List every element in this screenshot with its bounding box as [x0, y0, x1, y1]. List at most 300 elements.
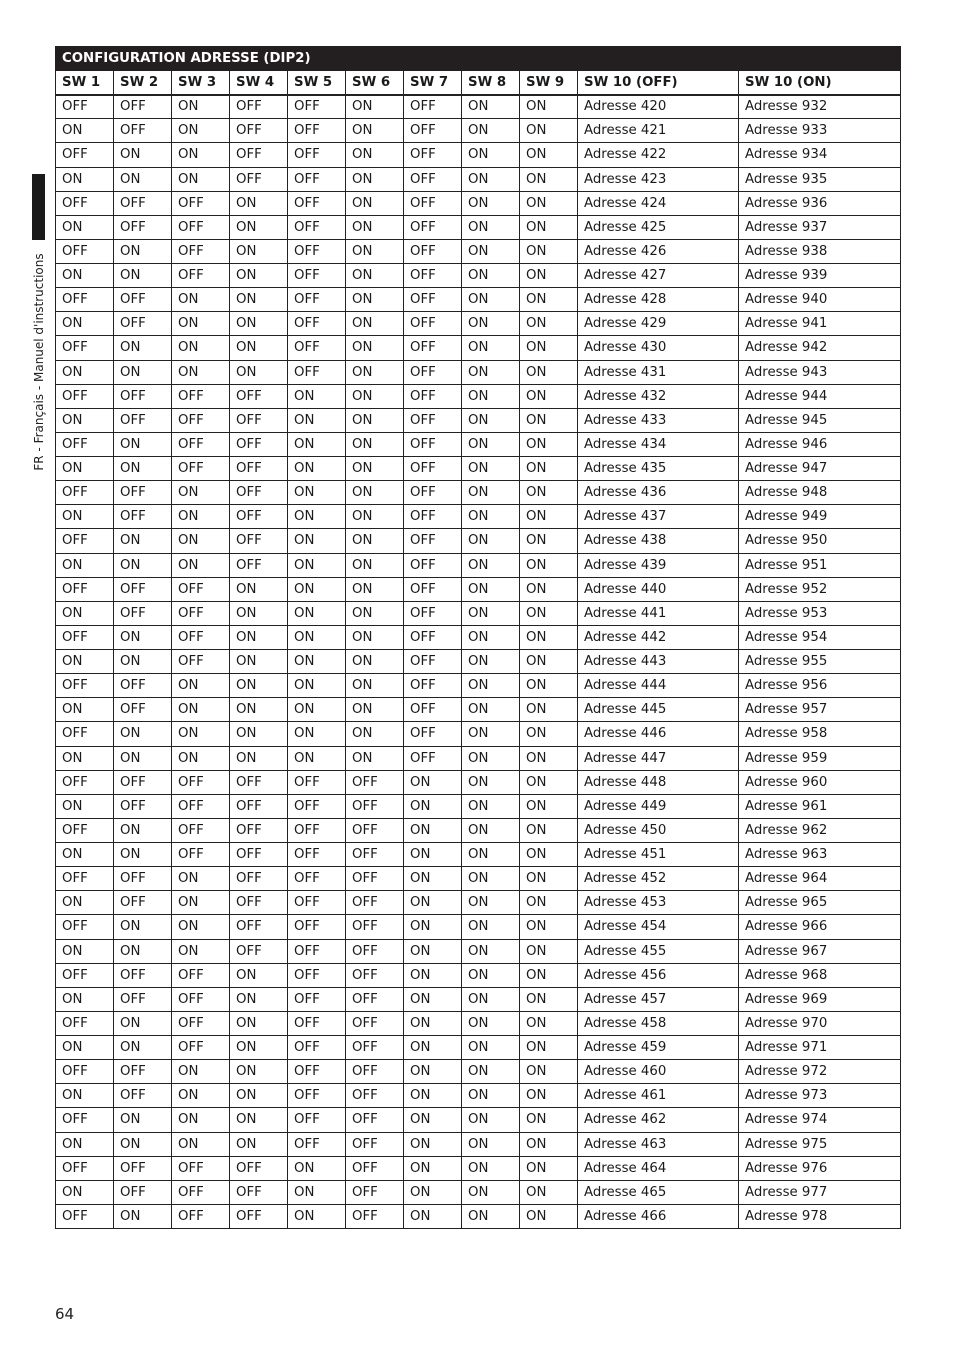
address-cell: Adresse 444 — [578, 674, 739, 698]
switch-state-cell: ON — [230, 625, 288, 649]
switch-state-cell: ON — [288, 457, 346, 481]
switch-state-cell: ON — [462, 818, 520, 842]
address-cell: Adresse 443 — [578, 650, 739, 674]
address-cell: Adresse 947 — [739, 457, 901, 481]
switch-state-cell: ON — [172, 481, 230, 505]
column-header: SW 6 — [346, 71, 404, 95]
switch-state-cell: ON — [520, 1060, 578, 1084]
switch-state-cell: ON — [520, 818, 578, 842]
table-row — [56, 481, 901, 505]
switch-state-cell: ON — [172, 143, 230, 167]
switch-state-cell: ON — [114, 650, 172, 674]
switch-state-cell: ON — [172, 529, 230, 553]
switch-state-cell: ON — [462, 312, 520, 336]
switch-state-cell: OFF — [114, 577, 172, 601]
address-cell: Adresse 461 — [578, 1084, 739, 1108]
switch-state-cell: ON — [404, 915, 462, 939]
switch-state-cell: ON — [114, 360, 172, 384]
switch-state-cell: OFF — [288, 288, 346, 312]
switch-state-cell: ON — [462, 867, 520, 891]
switch-state-cell: OFF — [56, 1011, 114, 1035]
switch-state-cell: OFF — [230, 867, 288, 891]
address-cell: Adresse 944 — [739, 384, 901, 408]
switch-state-cell: OFF — [114, 215, 172, 239]
switch-state-cell: ON — [462, 577, 520, 601]
switch-state-cell: OFF — [172, 963, 230, 987]
switch-state-cell: OFF — [56, 625, 114, 649]
switch-state-cell: ON — [462, 384, 520, 408]
switch-state-cell: ON — [172, 360, 230, 384]
switch-state-cell: ON — [230, 601, 288, 625]
switch-state-cell: OFF — [404, 432, 462, 456]
switch-state-cell: ON — [56, 746, 114, 770]
switch-state-cell: ON — [520, 95, 578, 119]
address-cell: Adresse 432 — [578, 384, 739, 408]
switch-state-cell: OFF — [288, 843, 346, 867]
switch-state-cell: ON — [462, 770, 520, 794]
switch-state-cell: ON — [346, 143, 404, 167]
address-cell: Adresse 428 — [578, 288, 739, 312]
switch-state-cell: OFF — [230, 939, 288, 963]
switch-state-cell: ON — [346, 481, 404, 505]
switch-state-cell: ON — [346, 191, 404, 215]
switch-state-cell: OFF — [172, 601, 230, 625]
address-cell: Adresse 971 — [739, 1036, 901, 1060]
table-row — [56, 1156, 901, 1180]
address-cell: Adresse 449 — [578, 794, 739, 818]
switch-state-cell: OFF — [172, 408, 230, 432]
switch-state-cell: ON — [230, 336, 288, 360]
switch-state-cell: ON — [520, 939, 578, 963]
address-cell: Adresse 939 — [739, 264, 901, 288]
switch-state-cell: OFF — [404, 288, 462, 312]
switch-state-cell: ON — [114, 625, 172, 649]
switch-state-cell: OFF — [404, 577, 462, 601]
switch-state-cell: OFF — [230, 1204, 288, 1228]
switch-state-cell: OFF — [114, 1180, 172, 1204]
switch-state-cell: ON — [346, 95, 404, 119]
table-row — [56, 1060, 901, 1084]
switch-state-cell: ON — [520, 625, 578, 649]
switch-state-cell: ON — [520, 191, 578, 215]
switch-state-cell: ON — [404, 963, 462, 987]
switch-state-cell: OFF — [346, 939, 404, 963]
address-cell: Adresse 440 — [578, 577, 739, 601]
switch-state-cell: OFF — [56, 915, 114, 939]
switch-state-cell: ON — [230, 722, 288, 746]
address-cell: Adresse 431 — [578, 360, 739, 384]
switch-state-cell: ON — [56, 1132, 114, 1156]
address-cell: Adresse 948 — [739, 481, 901, 505]
switch-state-cell: ON — [172, 1132, 230, 1156]
switch-state-cell: OFF — [230, 119, 288, 143]
switch-state-cell: ON — [520, 215, 578, 239]
switch-state-cell: ON — [520, 239, 578, 263]
address-cell: Adresse 962 — [739, 818, 901, 842]
switch-state-cell: ON — [462, 191, 520, 215]
switch-state-cell: ON — [230, 1036, 288, 1060]
switch-state-cell: ON — [230, 698, 288, 722]
switch-state-cell: ON — [404, 1180, 462, 1204]
switch-state-cell: ON — [114, 1108, 172, 1132]
switch-state-cell: ON — [114, 457, 172, 481]
switch-state-cell: ON — [462, 963, 520, 987]
column-header: SW 8 — [462, 71, 520, 95]
switch-state-cell: ON — [172, 722, 230, 746]
switch-state-cell: ON — [230, 239, 288, 263]
switch-state-cell: OFF — [288, 119, 346, 143]
table-row — [56, 239, 901, 263]
address-cell: Adresse 442 — [578, 625, 739, 649]
switch-state-cell: ON — [56, 119, 114, 143]
switch-state-cell: OFF — [172, 457, 230, 481]
table-row — [56, 1084, 901, 1108]
address-cell: Adresse 972 — [739, 1060, 901, 1084]
switch-state-cell: ON — [462, 915, 520, 939]
switch-state-cell: OFF — [288, 143, 346, 167]
switch-state-cell: OFF — [404, 650, 462, 674]
table-row — [56, 215, 901, 239]
switch-state-cell: ON — [520, 1156, 578, 1180]
switch-state-cell: OFF — [346, 1204, 404, 1228]
switch-state-cell: OFF — [230, 915, 288, 939]
switch-state-cell: ON — [404, 818, 462, 842]
table-row — [56, 674, 901, 698]
switch-state-cell: OFF — [172, 432, 230, 456]
switch-state-cell: OFF — [114, 1084, 172, 1108]
table-row — [56, 167, 901, 191]
switch-state-cell: OFF — [114, 312, 172, 336]
switch-state-cell: ON — [462, 143, 520, 167]
switch-state-cell: ON — [520, 312, 578, 336]
switch-state-cell: OFF — [56, 722, 114, 746]
address-cell: Adresse 441 — [578, 601, 739, 625]
switch-state-cell: ON — [462, 408, 520, 432]
switch-state-cell: OFF — [288, 1060, 346, 1084]
switch-state-cell: ON — [288, 1156, 346, 1180]
switch-state-cell: ON — [230, 312, 288, 336]
switch-state-cell: OFF — [230, 843, 288, 867]
switch-state-cell: OFF — [288, 167, 346, 191]
switch-state-cell: OFF — [56, 143, 114, 167]
switch-state-cell: OFF — [172, 770, 230, 794]
switch-state-cell: ON — [346, 457, 404, 481]
switch-state-cell: OFF — [404, 408, 462, 432]
switch-state-cell: ON — [404, 1132, 462, 1156]
switch-state-cell: ON — [462, 601, 520, 625]
switch-state-cell: ON — [520, 987, 578, 1011]
switch-state-cell: ON — [462, 215, 520, 239]
switch-state-cell: OFF — [114, 674, 172, 698]
switch-state-cell: ON — [230, 1108, 288, 1132]
column-header: SW 10 (OFF) — [578, 71, 739, 95]
switch-state-cell: OFF — [230, 1180, 288, 1204]
address-cell: Adresse 960 — [739, 770, 901, 794]
switch-state-cell: ON — [346, 408, 404, 432]
switch-state-cell: OFF — [346, 770, 404, 794]
address-cell: Adresse 968 — [739, 963, 901, 987]
switch-state-cell: ON — [56, 939, 114, 963]
switch-state-cell: OFF — [114, 867, 172, 891]
switch-state-cell: ON — [114, 239, 172, 263]
address-cell: Adresse 974 — [739, 1108, 901, 1132]
switch-state-cell: OFF — [288, 191, 346, 215]
switch-state-cell: ON — [462, 553, 520, 577]
address-cell: Adresse 452 — [578, 867, 739, 891]
switch-state-cell: OFF — [288, 360, 346, 384]
address-cell: Adresse 451 — [578, 843, 739, 867]
switch-state-cell: ON — [520, 1132, 578, 1156]
switch-state-cell: ON — [114, 167, 172, 191]
switch-state-cell: ON — [346, 167, 404, 191]
address-cell: Adresse 978 — [739, 1204, 901, 1228]
switch-state-cell: ON — [520, 650, 578, 674]
switch-state-cell: OFF — [288, 1132, 346, 1156]
switch-state-cell: OFF — [114, 408, 172, 432]
switch-state-cell: OFF — [114, 891, 172, 915]
switch-state-cell: OFF — [114, 963, 172, 987]
switch-state-cell: ON — [56, 457, 114, 481]
switch-state-cell: ON — [346, 312, 404, 336]
switch-state-cell: ON — [520, 167, 578, 191]
switch-state-cell: ON — [172, 95, 230, 119]
switch-state-cell: ON — [520, 1180, 578, 1204]
switch-state-cell: ON — [462, 1180, 520, 1204]
switch-state-cell: ON — [462, 698, 520, 722]
switch-state-cell: OFF — [230, 770, 288, 794]
switch-state-cell: ON — [114, 336, 172, 360]
address-cell: Adresse 953 — [739, 601, 901, 625]
switch-state-cell: OFF — [56, 288, 114, 312]
switch-state-cell: OFF — [230, 95, 288, 119]
switch-state-cell: ON — [56, 1036, 114, 1060]
switch-state-cell: ON — [462, 239, 520, 263]
address-cell: Adresse 965 — [739, 891, 901, 915]
address-cell: Adresse 936 — [739, 191, 901, 215]
address-cell: Adresse 975 — [739, 1132, 901, 1156]
switch-state-cell: OFF — [172, 1204, 230, 1228]
switch-state-cell: ON — [114, 143, 172, 167]
switch-state-cell: OFF — [230, 505, 288, 529]
address-cell: Adresse 954 — [739, 625, 901, 649]
switch-state-cell: ON — [56, 215, 114, 239]
switch-state-cell: OFF — [288, 312, 346, 336]
switch-state-cell: OFF — [230, 794, 288, 818]
switch-state-cell: OFF — [114, 119, 172, 143]
switch-state-cell: OFF — [404, 553, 462, 577]
switch-state-cell: ON — [346, 119, 404, 143]
address-cell: Adresse 420 — [578, 95, 739, 119]
table-row — [56, 625, 901, 649]
switch-state-cell: OFF — [114, 1060, 172, 1084]
switch-state-cell: ON — [172, 1084, 230, 1108]
switch-state-cell: ON — [520, 143, 578, 167]
switch-state-cell: OFF — [288, 264, 346, 288]
switch-state-cell: OFF — [288, 95, 346, 119]
switch-state-cell: OFF — [404, 167, 462, 191]
switch-state-cell: ON — [346, 650, 404, 674]
switch-state-cell: ON — [462, 987, 520, 1011]
switch-state-cell: OFF — [230, 553, 288, 577]
table-row — [56, 1204, 901, 1228]
switch-state-cell: ON — [404, 1084, 462, 1108]
address-cell: Adresse 969 — [739, 987, 901, 1011]
switch-state-cell: OFF — [404, 191, 462, 215]
table-row — [56, 553, 901, 577]
switch-state-cell: ON — [288, 553, 346, 577]
switch-state-cell: ON — [56, 408, 114, 432]
switch-state-cell: ON — [520, 770, 578, 794]
switch-state-cell: ON — [230, 963, 288, 987]
switch-state-cell: ON — [230, 264, 288, 288]
switch-state-cell: OFF — [230, 432, 288, 456]
switch-state-cell: OFF — [346, 843, 404, 867]
address-cell: Adresse 946 — [739, 432, 901, 456]
switch-state-cell: ON — [520, 288, 578, 312]
switch-state-cell: ON — [230, 215, 288, 239]
switch-state-cell: ON — [346, 577, 404, 601]
address-cell: Adresse 450 — [578, 818, 739, 842]
switch-state-cell: ON — [520, 915, 578, 939]
switch-state-cell: OFF — [172, 577, 230, 601]
switch-state-cell: OFF — [114, 601, 172, 625]
table-row — [56, 1180, 901, 1204]
address-cell: Adresse 957 — [739, 698, 901, 722]
address-cell: Adresse 422 — [578, 143, 739, 167]
switch-state-cell: ON — [462, 722, 520, 746]
switch-state-cell: ON — [462, 457, 520, 481]
switch-state-cell: OFF — [56, 818, 114, 842]
switch-state-cell: OFF — [230, 408, 288, 432]
switch-state-cell: ON — [520, 843, 578, 867]
switch-state-cell: ON — [346, 239, 404, 263]
switch-state-cell: OFF — [172, 1156, 230, 1180]
switch-state-cell: ON — [114, 915, 172, 939]
switch-state-cell: ON — [288, 601, 346, 625]
switch-state-cell: ON — [462, 1156, 520, 1180]
switch-state-cell: ON — [172, 698, 230, 722]
address-cell: Adresse 934 — [739, 143, 901, 167]
switch-state-cell: OFF — [230, 891, 288, 915]
switch-state-cell: ON — [230, 987, 288, 1011]
address-cell: Adresse 945 — [739, 408, 901, 432]
switch-state-cell: OFF — [346, 1060, 404, 1084]
table-title: CONFIGURATION ADRESSE (DIP2) — [56, 47, 901, 71]
switch-state-cell: ON — [346, 529, 404, 553]
switch-state-cell: OFF — [346, 1180, 404, 1204]
switch-state-cell: OFF — [230, 481, 288, 505]
address-cell: Adresse 462 — [578, 1108, 739, 1132]
switch-state-cell: ON — [230, 191, 288, 215]
address-cell: Adresse 933 — [739, 119, 901, 143]
switch-state-cell: OFF — [56, 239, 114, 263]
switch-state-cell: ON — [172, 553, 230, 577]
switch-state-cell: OFF — [172, 818, 230, 842]
switch-state-cell: OFF — [114, 987, 172, 1011]
address-cell: Adresse 423 — [578, 167, 739, 191]
switch-state-cell: ON — [56, 360, 114, 384]
switch-state-cell: ON — [230, 360, 288, 384]
switch-state-cell: ON — [172, 336, 230, 360]
switch-state-cell: OFF — [172, 1011, 230, 1035]
switch-state-cell: OFF — [404, 264, 462, 288]
switch-state-cell: ON — [172, 746, 230, 770]
table-row — [56, 1108, 901, 1132]
switch-state-cell: ON — [462, 650, 520, 674]
switch-state-cell: ON — [114, 432, 172, 456]
switch-state-cell: OFF — [288, 1084, 346, 1108]
switch-state-cell: ON — [520, 1011, 578, 1035]
address-cell: Adresse 942 — [739, 336, 901, 360]
switch-state-cell: OFF — [56, 481, 114, 505]
switch-state-cell: ON — [288, 722, 346, 746]
switch-state-cell: ON — [288, 577, 346, 601]
switch-state-cell: ON — [346, 264, 404, 288]
switch-state-cell: ON — [56, 794, 114, 818]
table-row — [56, 963, 901, 987]
switch-state-cell: ON — [520, 264, 578, 288]
switch-state-cell: OFF — [56, 1060, 114, 1084]
switch-state-cell: OFF — [404, 746, 462, 770]
address-cell: Adresse 959 — [739, 746, 901, 770]
switch-state-cell: ON — [520, 674, 578, 698]
switch-state-cell: OFF — [404, 239, 462, 263]
address-cell: Adresse 453 — [578, 891, 739, 915]
switch-state-cell: ON — [404, 1060, 462, 1084]
switch-state-cell: OFF — [56, 384, 114, 408]
switch-state-cell: ON — [172, 674, 230, 698]
address-cell: Adresse 466 — [578, 1204, 739, 1228]
switch-state-cell: OFF — [230, 143, 288, 167]
switch-state-cell: OFF — [288, 987, 346, 1011]
switch-state-cell: OFF — [404, 95, 462, 119]
switch-state-cell: OFF — [56, 95, 114, 119]
address-cell: Adresse 430 — [578, 336, 739, 360]
switch-state-cell: OFF — [56, 1156, 114, 1180]
switch-state-cell: OFF — [288, 215, 346, 239]
switch-state-cell: ON — [346, 698, 404, 722]
section-tab-marker — [32, 174, 45, 240]
switch-state-cell: ON — [56, 167, 114, 191]
switch-state-cell: ON — [520, 119, 578, 143]
switch-state-cell: OFF — [288, 891, 346, 915]
switch-state-cell: ON — [346, 553, 404, 577]
switch-state-cell: ON — [288, 1204, 346, 1228]
address-cell: Adresse 438 — [578, 529, 739, 553]
switch-state-cell: ON — [346, 746, 404, 770]
switch-state-cell: ON — [230, 577, 288, 601]
switch-state-cell: ON — [114, 1204, 172, 1228]
switch-state-cell: OFF — [404, 481, 462, 505]
switch-state-cell: OFF — [172, 794, 230, 818]
switch-state-cell: OFF — [230, 384, 288, 408]
switch-state-cell: OFF — [172, 1180, 230, 1204]
switch-state-cell: ON — [114, 529, 172, 553]
switch-state-cell: OFF — [114, 191, 172, 215]
switch-state-cell: ON — [172, 288, 230, 312]
switch-state-cell: OFF — [230, 529, 288, 553]
switch-state-cell: ON — [288, 746, 346, 770]
switch-state-cell: ON — [56, 601, 114, 625]
switch-state-cell: OFF — [288, 963, 346, 987]
table-row — [56, 191, 901, 215]
switch-state-cell: ON — [346, 432, 404, 456]
switch-state-cell: ON — [404, 867, 462, 891]
table-row — [56, 698, 901, 722]
switch-state-cell: ON — [288, 384, 346, 408]
switch-state-cell: ON — [462, 264, 520, 288]
table-row — [56, 577, 901, 601]
